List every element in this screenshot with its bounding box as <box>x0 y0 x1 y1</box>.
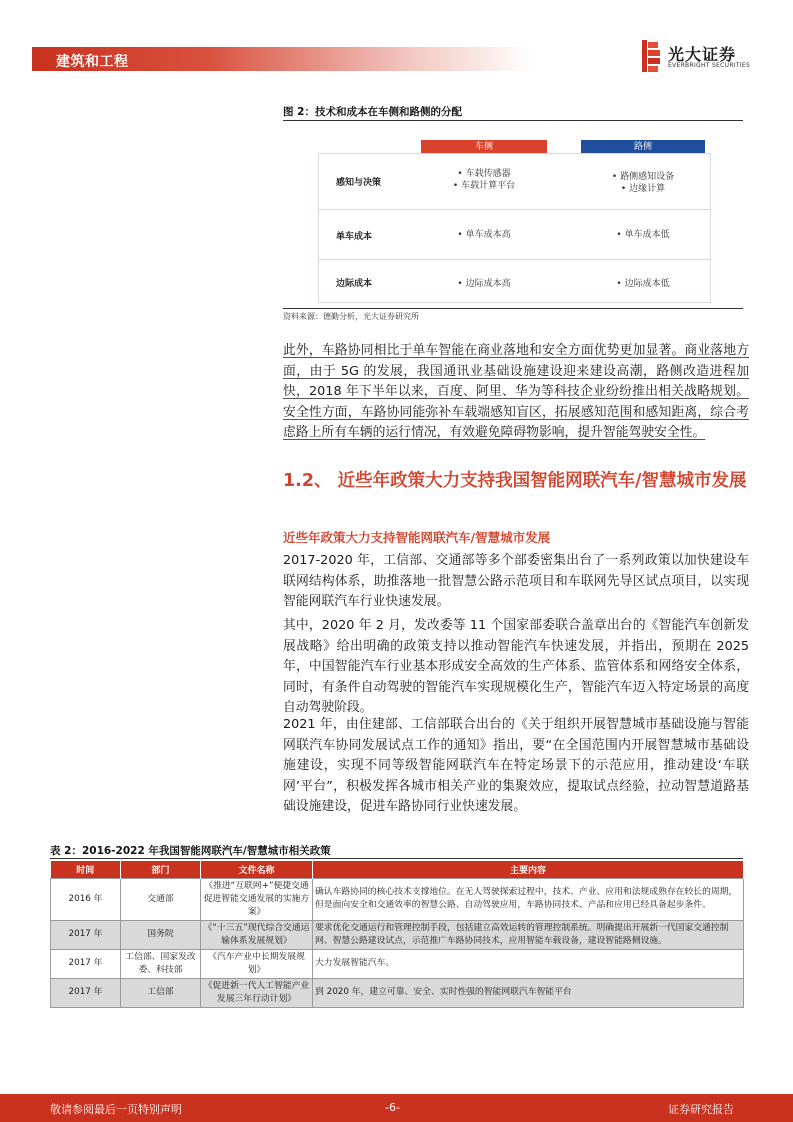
sub-heading: 近些年政策大力支持智能网联汽车/智慧城市发展 <box>283 530 551 545</box>
cell-time: 2017 年 <box>51 920 121 949</box>
row-label-marginal-cost: 边际成本 <box>336 279 373 289</box>
cell-content: 要求优化交通运行和管理控制手段，包括建立高效运转的管理控制系统。明确提出开展新一代国家交通控制网、智慧公路建设试点，示范推广车路协同技术，应用智能车载设备，建设智能路侧设施。 <box>313 920 744 949</box>
table-row <box>51 978 744 1007</box>
table-header-row <box>51 861 744 878</box>
cell-road-perception <box>581 171 705 195</box>
figure-bottom-rule <box>283 308 743 309</box>
cell-time: 2016 年 <box>51 878 121 920</box>
figure-top-rule <box>283 120 743 121</box>
cell-content: 到 2020 年，建立可靠、安全、实时性强的智能网联汽车智能平台 <box>313 978 744 1007</box>
cell-car-perception <box>421 168 547 192</box>
figure-title: 图 2：技术和成本在车侧和路侧的分配 <box>283 106 462 118</box>
figure-row-divider <box>318 259 711 260</box>
paragraph-advantages: 此外，车路协同相比于单车智能在商业落地和安全方面优势更加显著。商业落地方面，由于 5G 的发展，我国通讯业基础设施建设迎来建设高潮，路侧改造进程加快，2018 年下半年以来，百度、阿里、华为等科技企业纷纷推出相关战略规划。安全性方面，车路协同能弥补车载端感知盲区，拓展感知范围和感知距离，综合考虑路上所有车辆的运行情况，有效避免障碍物影响，提升智能驾驶安全性。 <box>283 343 749 441</box>
row-label-unit-cost: 单车成本 <box>336 232 373 242</box>
cell-time: 2017 年 <box>51 949 121 978</box>
cell-line: • 车载计算平台 <box>452 181 516 191</box>
cell-department: 交通部 <box>121 878 201 920</box>
cell-department: 国务院 <box>121 920 201 949</box>
policy-table <box>50 861 744 1008</box>
section-heading: 1.2、 近些年政策大力支持我国智能网联汽车/智慧城市发展 <box>283 471 747 491</box>
cell-document: 《推进“互联网+”便捷交通促进智能交通发展的实施方案》 <box>201 878 313 920</box>
brand-logo <box>640 40 770 74</box>
section-label: 建筑和工程 <box>56 54 129 70</box>
column-header-road: 路侧 <box>581 140 705 154</box>
cell-car-unit-cost: • 单车成本高 <box>457 230 511 240</box>
footer-report-type: 证券研究报告 <box>668 1103 734 1116</box>
cell-document: 《促进新一代人工智能产业发展三年行动计划》 <box>201 978 313 1007</box>
cell-department: 工信部、国家发改委、科技部 <box>121 949 201 978</box>
table-row <box>51 949 744 978</box>
logo-text-en: EVERBRIGHT SECURITIES <box>668 62 751 69</box>
logo-text-cn: 光大证券 <box>668 45 737 64</box>
header-document: 文件名称 <box>201 861 313 878</box>
cell-line: • 边缘计算 <box>620 184 666 194</box>
cell-document: 《“十三五”现代综合交通运输体系发展规划》 <box>201 920 313 949</box>
cell-department: 工信部 <box>121 978 201 1007</box>
table-top-rule <box>50 858 743 859</box>
figure-row-divider <box>318 209 711 210</box>
table-row <box>51 878 744 920</box>
column-header-car: 车侧 <box>421 140 547 154</box>
cell-line: • 车载传感器 <box>457 169 511 179</box>
cell-road-unit-cost: • 单车成本低 <box>616 230 670 240</box>
footer-disclaimer: 敬请参阅最后一页特别声明 <box>50 1103 182 1116</box>
cell-car-marginal-cost: • 边际成本高 <box>457 279 511 289</box>
table-row <box>51 920 744 949</box>
cell-document: 《汽车产业中长期发展规划》 <box>201 949 313 978</box>
paragraph-policy-2020: 其中，2020 年 2 月，发改委等 11 个国家部委联合盖章出台的《智能汽车创新发展战略》给出明确的政策支持以推动智能汽车快速发展，并指出，预期在 2025 年，中国智能汽车行业基本形成安全高效的生产体系、监管体系和网络安全体系，同时，有条件自动驾驶的智能汽车实现规模化生产，智能汽车迈入特定场景的高度自动驾驶阶段。 <box>283 618 749 716</box>
cell-content: 大力发展智能汽车。 <box>313 949 744 978</box>
header-time: 时间 <box>51 861 121 878</box>
logo-mark-icon <box>640 40 662 72</box>
row-label-perception: 感知与决策 <box>336 178 382 188</box>
page-number: -6- <box>385 1101 400 1114</box>
table-title: 表 2：2016-2022 年我国智能网联汽车/智慧城市相关政策 <box>50 845 331 857</box>
footer-bar <box>0 1094 793 1122</box>
paragraph-policy-2017: 2017-2020 年，工信部、交通部等多个部委密集出台了一系列政策以加快建设车联网结构体系，助推落地一批智慧公路示范项目和车联网先导区试点项目，以实现智能网联汽车行业快速发展。 <box>283 553 749 610</box>
header-department: 部门 <box>121 861 201 878</box>
cell-content: 确认车路协同的核心技术支撑地位。在无人驾驶探索过程中，技术、产业、应用和法规成熟存在较长的周期，但是面向安全和交通效率的智慧公路、自动驾驶应用，车路协同技术、产品和应用已经具备起步条件。 <box>313 878 744 920</box>
cell-line: • 路侧感知设备 <box>611 172 675 182</box>
cell-road-marginal-cost: • 边际成本低 <box>616 279 670 289</box>
figure-source: 资料来源：德勤分析，光大证券研究所 <box>283 312 419 321</box>
cell-time: 2017 年 <box>51 978 121 1007</box>
header-content: 主要内容 <box>313 861 744 878</box>
paragraph-policy-2021: 2021 年，由住建部、工信部联合出台的《关于组织开展智慧城市基础设施与智能网联汽车协同发展试点工作的通知》指出，要“在全国范围内开展智慧城市基础设施建设，实现不同等级智能网联汽车在特定场景下的示范应用，推动建设‘车联网’平台”，积极发挥各城市相关产业的集聚效应，提取试点经验，拉动智慧道路基础设施建设，促进车路协同行业快速发展。 <box>283 717 749 815</box>
